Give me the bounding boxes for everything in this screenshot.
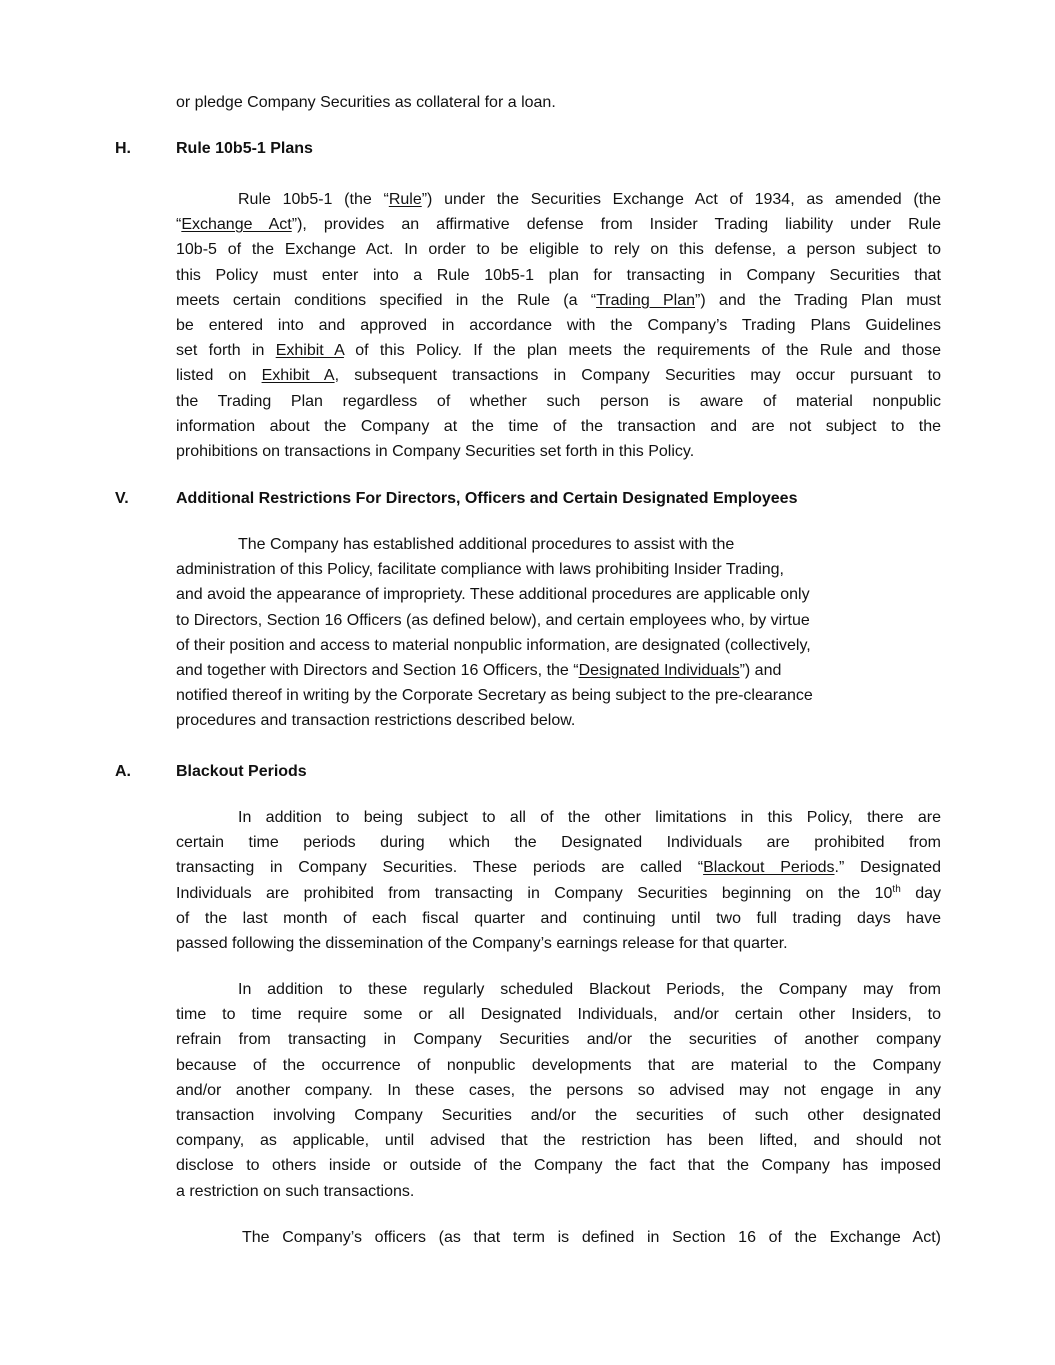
defined-term: Rule (388, 191, 422, 208)
text-line (176, 315, 941, 337)
text-line (242, 1227, 941, 1249)
text-run: information about the Company at the time of the transaction and are not subject to the (176, 417, 941, 435)
text-run: In addition to being subject to all of the other limitations in this Policy, there are (238, 809, 941, 826)
section-heading: Rule 10b5-1 Plans (176, 140, 313, 157)
text-run: The Company’s officers (as that term is defined in Section 16 of the Exchange Act) (242, 1229, 941, 1246)
section-number: V. (115, 490, 129, 507)
text-run: “ (176, 216, 182, 234)
text-line (176, 391, 941, 413)
text-line (176, 1105, 941, 1127)
text-run: and/or another company. In these cases, the persons so advised may not engage in any (176, 1081, 941, 1099)
text-run: and together with Directors and Section 16 Officers, the “ (176, 662, 579, 679)
text-run: set forth in (176, 342, 276, 360)
text-run: meets certain conditions specified in the Rule (a “ (176, 291, 597, 309)
text-line (176, 1004, 941, 1026)
text-run: ”) and (739, 662, 782, 679)
text-run: or pledge Company Securities as collateral for a loan. (176, 94, 556, 111)
text-run: of this Policy. If the plan meets the requirements of the Rule and those (343, 342, 942, 360)
text-run: refrain from transacting in Company Securities and/or the securities of another company (176, 1031, 941, 1049)
text-run: .” Designated (834, 859, 942, 877)
text-line (176, 857, 941, 879)
text-run: transacting in Company Securities. These periods are called “ (176, 859, 704, 877)
text-run: to Directors, Section 16 Officers (as defined below), and certain employees who, by virtue (176, 611, 810, 629)
text-run: Rule 10b5-1 (the “ (238, 191, 389, 208)
text-line (176, 1155, 941, 1177)
defined-term: Exchange Act (181, 216, 292, 234)
text-run: and avoid the appearance of impropriety. These additional procedures are applicable only (176, 586, 810, 604)
text-run: disclose to others inside or outside of the Company the fact that the Company has imposed (176, 1157, 941, 1175)
text-run: be entered into and approved in accordance with the Company’s Trading Plans Guidelines (176, 317, 941, 334)
section-heading: Blackout Periods (176, 763, 307, 780)
defined-term: Exhibit A (261, 367, 335, 385)
text-line (238, 189, 941, 211)
text-line (176, 908, 941, 930)
text-line (176, 416, 941, 438)
text-line (238, 979, 941, 1001)
text-run: a restriction on such transactions. (176, 1182, 415, 1200)
text-line (176, 239, 941, 261)
defined-term: Designated Individuals (578, 662, 740, 679)
defined-term: Trading Plan (596, 291, 696, 309)
text-run: of the last month of each fiscal quarter and continuing until two full trading days have (176, 909, 941, 927)
text-line (176, 710, 941, 732)
text-run: Individuals are prohibited from transacting in Company Securities beginning on the 10 (176, 884, 893, 902)
text-line (176, 92, 941, 114)
text-line (176, 660, 941, 682)
text-run: In addition to these regularly scheduled Blackout Periods, the Company may from (238, 981, 941, 998)
text-line (176, 610, 941, 632)
text-line (176, 290, 941, 312)
text-line (238, 534, 941, 556)
text-line (176, 365, 941, 387)
superscript: th (892, 883, 901, 895)
defined-term: Exhibit A (275, 342, 344, 360)
text-line (238, 807, 941, 829)
text-line (176, 1080, 941, 1102)
text-line (176, 1130, 941, 1152)
text-line (176, 1029, 941, 1051)
section-number: A. (115, 763, 131, 780)
section-number: H. (115, 140, 131, 157)
text-line (176, 1181, 941, 1203)
text-line (176, 832, 941, 854)
text-run: the Trading Plan regardless of whether such person is aware of material nonpublic (176, 392, 941, 410)
text-run: listed on (176, 367, 262, 385)
text-line (176, 214, 941, 236)
text-run: time to time require some or all Designated Individuals, and/or certain other Insiders, to (176, 1006, 941, 1024)
text-run: , subsequent transactions in Company Securities may occur pursuant to (334, 367, 941, 385)
text-line (176, 1055, 941, 1077)
text-line (176, 635, 941, 657)
text-run: of their position and access to material nonpublic information, are designated (collectively, (176, 636, 811, 654)
text-line (176, 933, 941, 955)
text-line (176, 685, 941, 707)
text-run: 10b-5 of the Exchange Act. In order to be eligible to rely on this defense, a person subject to (176, 241, 941, 259)
text-run: because of the occurrence of nonpublic developments that are material to the Company (176, 1056, 941, 1074)
text-run: ”), provides an affirmative defense from Insider Trading liability under Rule (291, 216, 941, 234)
defined-term: Blackout Periods (703, 859, 835, 877)
text-run: certain time periods during which the Designated Individuals are prohibited from (176, 834, 941, 852)
text-run: day (900, 884, 941, 902)
text-run: passed following the dissemination of the Company’s earnings release for that quarter. (176, 935, 788, 952)
text-run: procedures and transaction restrictions described below. (176, 712, 576, 730)
text-run: notified thereof in writing by the Corporate Secretary as being subject to the pre-clearance (176, 687, 813, 705)
text-run: The Company has established additional procedures to assist with the (238, 536, 735, 553)
text-run: company, as applicable, until advised that the restriction has been lifted, and should not (176, 1132, 941, 1150)
text-line (176, 441, 941, 463)
text-run: this Policy must enter into a Rule 10b5-1 plan for transacting in Company Securities that (176, 266, 941, 284)
text-run: administration of this Policy, facilitate compliance with laws prohibiting Insider Trading, (176, 561, 784, 579)
text-run: prohibitions on transactions in Company Securities set forth in this Policy. (176, 443, 695, 460)
text-run: ”) and the Trading Plan must (695, 291, 941, 309)
text-line (176, 340, 941, 362)
text-line (176, 559, 941, 581)
text-line (176, 265, 941, 287)
text-line (176, 584, 941, 606)
text-run: transaction involving Company Securities and/or the securities of such other designated (176, 1107, 941, 1124)
text-line (176, 883, 941, 905)
section-heading: Additional Restrictions For Directors, Officers and Certain Designated Employees (176, 490, 798, 507)
text-run: ”) under the Securities Exchange Act of 1934, as amended (the (421, 191, 941, 208)
